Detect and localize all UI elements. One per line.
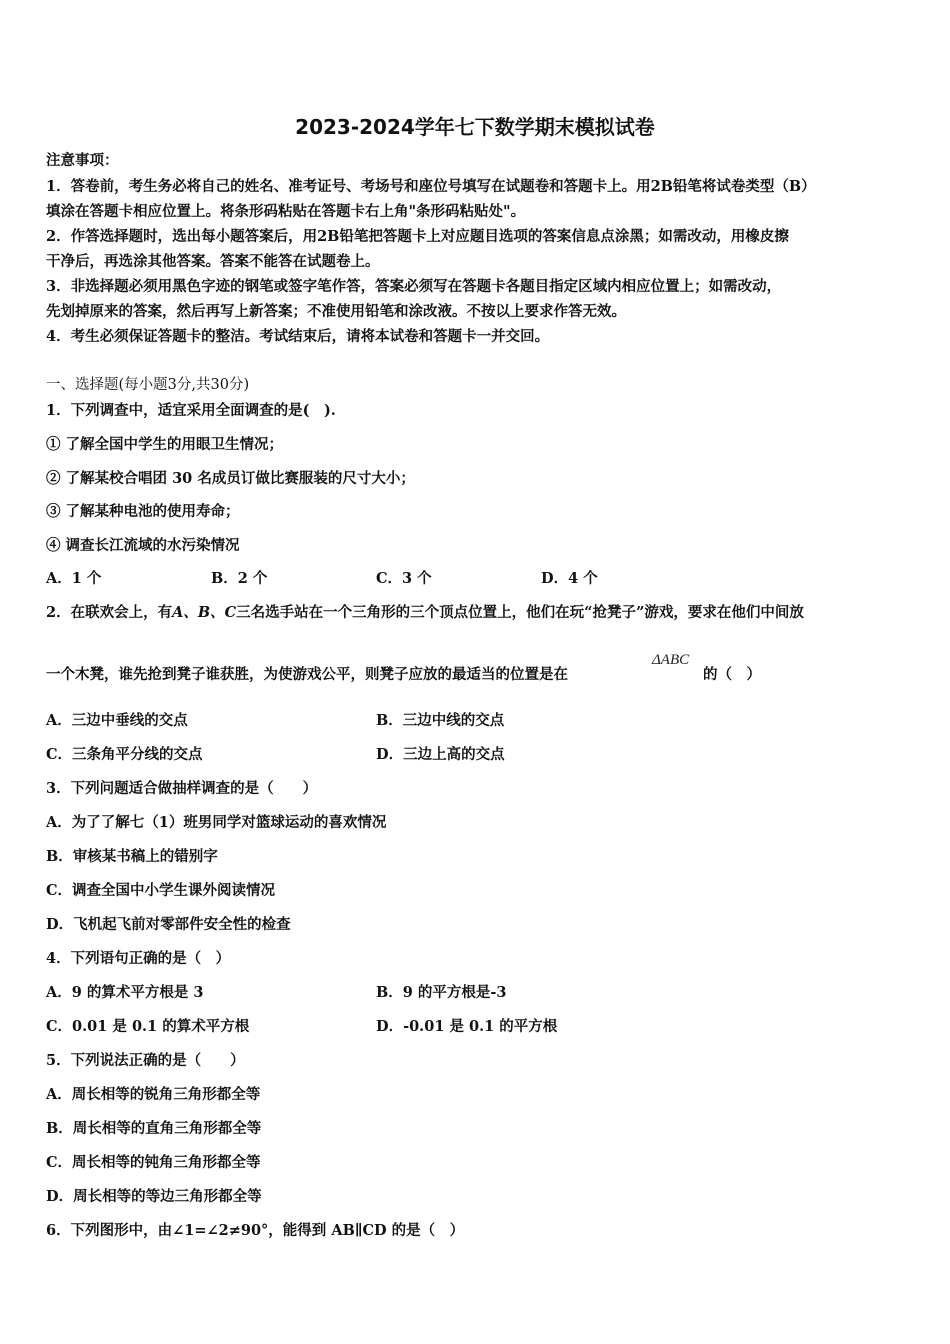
page-title: 2023-2024学年七下数学期末模拟试卷 <box>295 115 655 139</box>
notice-line: 先划掉原来的答案，然后再写上新答案；不准使用铅笔和涂改液。不按以上要求作答无效。 <box>46 303 626 320</box>
q3-option-c: C．调查全国中小学生课外阅读情况 <box>46 882 276 899</box>
q1-item: ① 了解全国中学生的用眼卫生情况； <box>46 436 284 453</box>
q4-option-c: C．0.01 是 0.1 的算术平方根 <box>46 1018 250 1035</box>
q5-option-b: B．周长相等的直角三角形都全等 <box>46 1120 262 1137</box>
q2-option-a: A．三边中垂线的交点 <box>46 712 188 729</box>
question-4-stem: 4．下列语句正确的是（ ） <box>46 950 231 967</box>
q1-option-a: A．1 个 <box>46 570 102 587</box>
question-6-stem: 6．下列图形中，由∠1=∠2≠90°，能得到 AB∥CD 的是（ ） <box>46 1222 465 1239</box>
q4-option-b: B．9 的平方根是-3 <box>376 984 507 1001</box>
q2-triangle-symbol: ΔABC <box>652 652 690 668</box>
notice-line: 3．非选择题必须用黑色字迹的钢笔或签字笔作答，答案必须写在答题卡各题目指定区域内相应位置上；如需改动， <box>46 278 782 295</box>
notice-heading: 注意事项： <box>46 152 119 169</box>
question-2-stem-cont: 一个木凳，谁先抢到凳子谁获胜，为使游戏公平，则凳子应放的最适当的位置是在 <box>46 666 568 683</box>
q1-item: ③ 了解某种电池的使用寿命； <box>46 503 240 520</box>
q3-option-b: B．审核某书稿上的错别字 <box>46 848 218 865</box>
q1-item: ④ 调查长江流域的水污染情况 <box>46 537 240 554</box>
q5-option-d: D．周长相等的等边三角形都全等 <box>46 1188 262 1205</box>
q2-option-d: D．三边上高的交点 <box>376 746 505 763</box>
question-5-stem: 5．下列说法正确的是（ ） <box>46 1052 245 1069</box>
notice-line: 1．答卷前，考生务必将自己的姓名、准考证号、考场号和座位号填写在试题卷和答题卡上。用2B铅笔将试卷类型（B） <box>46 178 816 195</box>
notice-line: 填涂在答题卡相应位置上。将条形码粘贴在答题卡右上角"条形码粘贴处"。 <box>46 203 526 220</box>
section-heading: 一、选择题(每小题3分,共30分) <box>46 377 250 393</box>
q2-option-c: C．三条角平分线的交点 <box>46 746 203 763</box>
q1-item: ② 了解某校合唱团 30 名成员订做比赛服装的尺寸大小； <box>46 470 415 487</box>
q2-stem-abc: A、B、C <box>172 604 237 621</box>
q1-option-c: C．3 个 <box>376 570 432 587</box>
q4-option-d: D．-0.01 是 0.1 的平方根 <box>376 1018 558 1035</box>
notice-line: 2．作答选择题时，选出每小题答案后，用2B铅笔把答题卡上对应题目选项的答案信息点涂黑；如需改动，用橡皮擦 <box>46 228 789 245</box>
q5-option-c: C．周长相等的钝角三角形都全等 <box>46 1154 261 1171</box>
q1-option-d: D．4 个 <box>541 570 598 587</box>
q1-option-b: B．2 个 <box>211 570 268 587</box>
q3-option-a: A．为了了解七（1）班男同学对篮球运动的喜欢情况 <box>46 814 387 831</box>
question-1-stem: 1．下列调查中，适宜采用全面调查的是( ). <box>46 402 336 419</box>
question-3-stem: 3．下列问题适合做抽样调查的是（ ） <box>46 780 318 797</box>
notice-line: 干净后，再选涂其他答案。答案不能答在试题卷上。 <box>46 253 380 270</box>
notice-line: 4．考生必须保证答题卡的整洁。考试结束后，请将本试卷和答题卡一并交回。 <box>46 328 550 345</box>
q3-option-d: D．飞机起飞前对零部件安全性的检查 <box>46 916 291 933</box>
q2-option-b: B．三边中线的交点 <box>376 712 505 729</box>
q2-stem-part: 三名选手站在一个三角形的三个顶点位置上，他们在玩“抢凳子”游戏，要求在他们中间放 <box>236 604 804 621</box>
q2-stem-end: 的（ ） <box>703 666 761 683</box>
q4-option-a: A．9 的算术平方根是 3 <box>46 984 204 1001</box>
q2-stem-part: 2．在联欢会上，有 <box>46 604 173 621</box>
question-2-stem <box>46 603 804 623</box>
q5-option-a: A．周长相等的锐角三角形都全等 <box>46 1086 261 1103</box>
